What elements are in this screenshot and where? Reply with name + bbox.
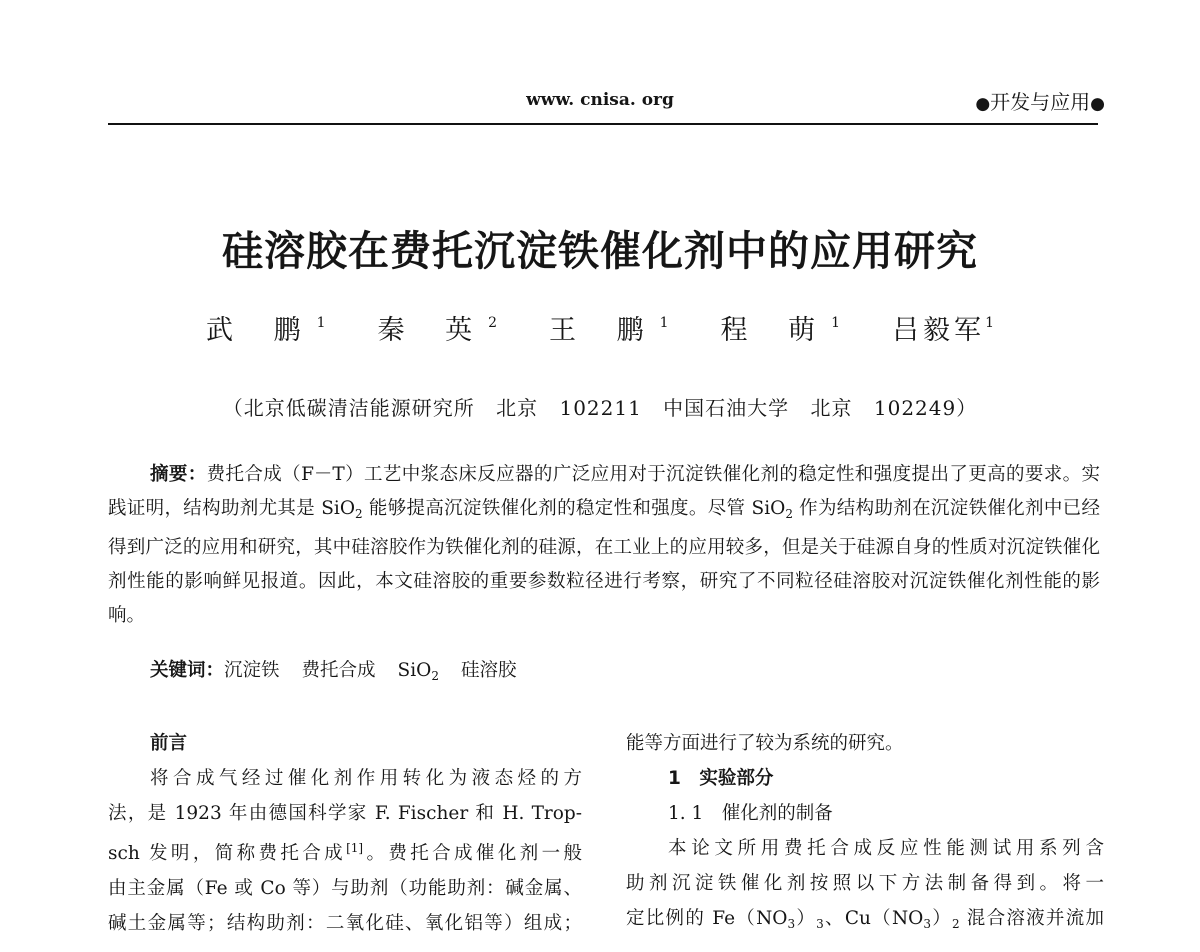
keywords-label: 关键词： — [150, 660, 225, 681]
subsection-heading: 1. 1 催化剂的制备 — [668, 803, 833, 824]
body-line: 由主金属（Fe 或 Co 等）与助剂（功能助剂：碱金属、 — [108, 878, 582, 900]
keywords — [150, 656, 538, 683]
body-line: 将合成气经过催化剂作用转化为液态烃的方 — [150, 768, 582, 789]
body-line: 能等方面进行了较为系统的研究。 — [626, 733, 904, 754]
keyword: 硅溶胶 — [460, 660, 517, 681]
body-line: sch 发明，简称费托合成[1]。费托合成催化剂一般 — [108, 841, 582, 865]
section-tag — [975, 86, 1105, 115]
body-line: 定比例的 $Fe(NO_3)_3$、$Cu(NO_3)_2$ 混合溶液并流加 — [626, 908, 1104, 931]
header-divider — [108, 123, 1098, 125]
author: 程 萌$^1$ — [720, 315, 841, 346]
author: 吕毅军$^1$ — [892, 315, 994, 346]
paper-title: 硅溶胶在费托沉淀铁催化剂中的应用研究 — [222, 227, 978, 275]
body-right-column — [626, 726, 1104, 942]
section-heading: 前言 — [150, 733, 188, 754]
body-line: 碱土金属等；结构助剂：二氧化硅、氧化铝等）组成； — [108, 913, 582, 935]
body-left-column — [108, 726, 582, 941]
author: 秦 英$^2$ — [377, 315, 498, 346]
section-label: 开发与应用 — [990, 90, 1091, 114]
bullet-icon: ● — [975, 94, 991, 114]
bullet-icon: ● — [1090, 94, 1105, 114]
affiliation: （北京低碳清洁能源研究所 北京 102211 中国石油大学 北京 102249） — [222, 396, 978, 420]
section-heading: 1 实验部分 — [668, 768, 774, 789]
site-url: www. cnisa. org — [526, 90, 674, 110]
author-list — [0, 308, 1200, 347]
body-line: 本论文所用费托合成反应性能测试用系列含 — [668, 838, 1104, 859]
keyword: SiO$_2$ — [397, 660, 439, 683]
body-line: 法，是 1923 年由德国科学家 F. Fischer 和 H. Trop- — [108, 803, 582, 824]
body-line: 助剂沉淀铁催化剂按照以下方法制备得到。将一 — [626, 873, 1104, 894]
keyword: 沉淀铁 — [224, 660, 280, 681]
abstract-label: 摘要： — [150, 464, 207, 485]
author: 武 鹏$^1$ — [206, 315, 326, 346]
citation: [1] — [346, 841, 364, 855]
author: 王 鹏$^1$ — [549, 315, 669, 346]
abstract: 摘要：费托合成（F－T）工艺中浆态床反应器的广泛应用对于沉淀铁催化剂的稳定性和强度提出了更高的要求。实践证明，结构助剂尤其是 SiO$_2$ 能够提高沉淀铁催化剂的稳定性和强度。尽管 SiO$_2$ 作为结构助剂在沉淀铁催化剂中已经得到广泛的应用和研究，其中硅溶胶作为铁催化剂的硅源，在工业上的应用较多，但是关于硅源自身的性质对沉淀铁催化剂性能的影响鲜见报道。因此，本文硅溶胶的重要参数粒径进行考察，研究了不同粒径硅溶胶对沉淀铁催化剂性能的影响。 — [108, 464, 1101, 626]
keyword: 费托合成 — [301, 660, 376, 681]
